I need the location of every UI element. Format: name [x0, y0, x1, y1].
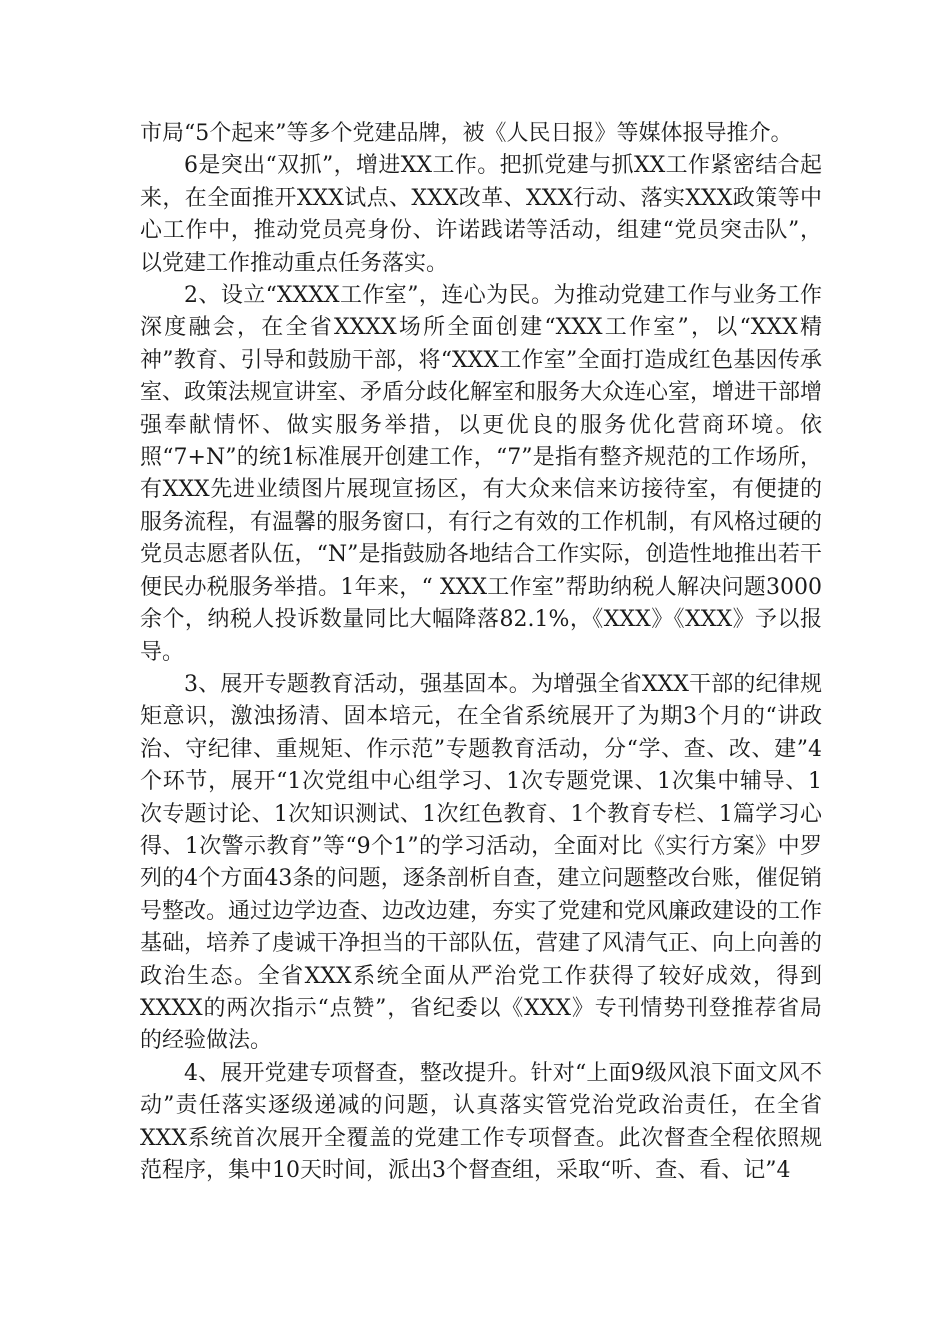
document-body [140, 118, 822, 1187]
paragraph-item-2: 2、设立“XXXX工作室”，连心为民。为推动党建工作与业务工作深度融会，在全省XXXX场所全面创建“XXX工作室”，以“XXX精神”教育、引导和鼓励干部，将“XXX工作室”全面打造成红色基因传承室、政策法规宣讲室、矛盾分歧化解室和服务大众连心室，增进干部增强奉献情怀、做实服务举措，以更优良的服务优化营商环境。依照“7+N”的统1标准展开创建工作，“7”是指有整齐规范的工作场所，有XXX先进业绩图片展现宣扬区，有大众来信来访接待室，有便捷的服务流程，有温馨的服务窗口，有行之有效的工作机制，有风格过硬的党员志愿者队伍，“N”是指鼓励各地结合工作实际，创造性地推出若干便民办税服务举措。1年来，“ XXX工作室”帮助纳税人解决问题3000余个，纳税人投诉数量同比大幅降落82.1%，《XXX》《XXX》予以报导。 [140, 283, 823, 665]
paragraph-item-6: 6是突出“双抓”，增进XX工作。把抓党建与抓XX工作紧密结合起来，在全面推开XXX试点、XXX改革、XXX行动、落实XXX政策等中心工作中，推动党员亮身份、许诺践诺等活动，组建“党员突击队”，以党建工作推动重点任务落实。 [140, 153, 822, 276]
paragraph-item-3: 3、展开专题教育活动，强基固本。为增强全省XXX干部的纪律规矩意识，激浊扬清、固本培元，在全省系统展开了为期3个月的“讲政治、守纪律、重规矩、作示范”专题教育活动，分“学、查、改、建”4个环节，展开“1次党组中心组学习、1次专题党课、1次集中辅导、1次专题讨论、1次知识测试、1次红色教育、1个教育专栏、1篇学习心得、1次警示教育”等“9个1”的学习活动，全面对比《实行方案》中罗列的4个方面43条的问题，逐条剖析自查，建立问题整改台账，催促销号整改。通过边学边查、边改边建，夯实了党建和党风廉政建设的工作基础，培养了虔诚干净担当的干部队伍，营建了风清气正、向上向善的政治生态。全省XXX系统全面从严治党工作获得了较好成效，得到XXXX的两次指示“点赞”，省纪委以《XXX》专刊情势刊登推荐省局的经验做法。 [140, 671, 823, 1054]
paragraph-continuation: 市局“5个起来”等多个党建品牌，被《人民日报》等媒体报导推介。 [140, 121, 793, 146]
paragraph-item-4: 4、展开党建专项督查，整改提升。针对“上面9级风浪下面文风不动”责任落实逐级递减的问题，认真落实管党治党政治责任，在全省XXX系统首次展开全覆盖的党建工作专项督查。此次督查全程依照规范程序，集中10天时间，派出3个督查组，采取“听、查、看、记”4 [140, 1060, 822, 1183]
